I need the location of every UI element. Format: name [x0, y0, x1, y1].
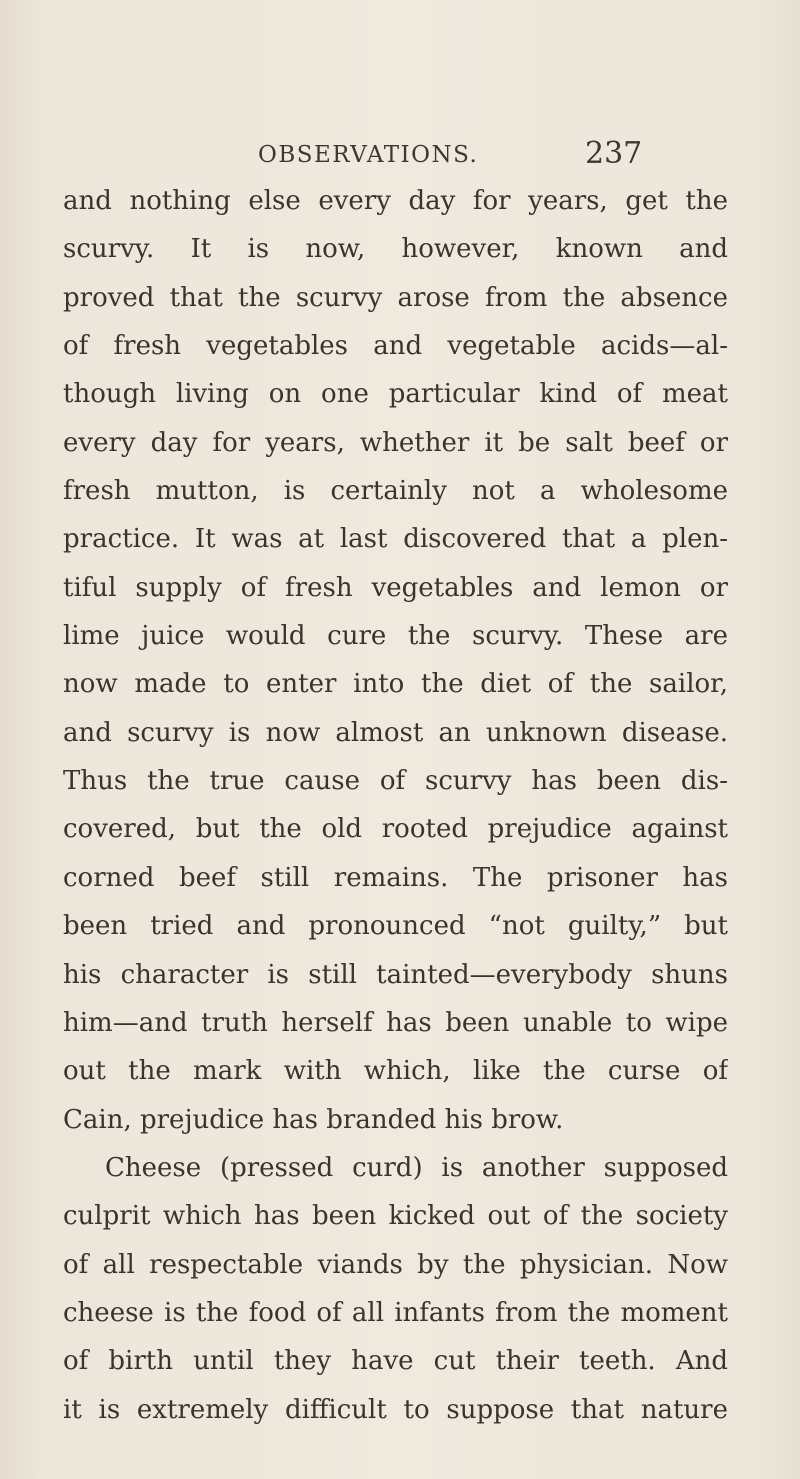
text-line: tiful supply of fresh vegetables and lemon or	[63, 572, 728, 603]
text-line: Cheese (pressed curd) is another supposed	[105, 1152, 728, 1183]
text-line: his character is still tainted—everybody shuns	[63, 959, 728, 990]
page-number: 237	[585, 136, 643, 171]
text-line: covered, but the old rooted prejudice against	[63, 814, 728, 845]
text-line: cheese is the food of all infants from the moment	[63, 1297, 728, 1328]
text-line: proved that the scurvy arose from the absence	[63, 282, 728, 313]
text-line: lime juice would cure the scurvy. These are	[63, 621, 728, 652]
text-line: of birth until they have cut their teeth. And	[63, 1346, 728, 1377]
text-line: fresh mutton, is certainly not a wholesome	[63, 476, 728, 507]
text-line: and nothing else every day for years, get the	[63, 186, 728, 216]
text-line: him—and truth herself has been unable to wipe	[63, 1007, 728, 1038]
text-line: of fresh vegetables and vegetable acids—al-	[63, 331, 728, 362]
text-line: though living on one particular kind of meat	[63, 379, 728, 410]
text-line: now made to enter into the diet of the sailor,	[63, 669, 728, 700]
text-line: corned beef still remains. The prisoner has	[63, 862, 728, 893]
text-line: Cain, prejudice has branded his brow.	[63, 1104, 564, 1135]
text-line: out the mark with which, like the curse of	[63, 1056, 728, 1087]
running-head	[0, 136, 800, 182]
text-line: practice. It was at last discovered that a plen-	[63, 524, 728, 555]
running-head-title: OBSERVATIONS.	[258, 142, 479, 168]
text-line: culprit which has been kicked out of the society	[63, 1201, 728, 1232]
text-line: it is extremely difficult to suppose that nature	[63, 1394, 728, 1425]
body-text	[63, 177, 728, 1434]
text-line: of all respectable viands by the physician. Now	[63, 1249, 728, 1280]
text-line: scurvy. It is now, however, known and	[63, 234, 728, 265]
text-line: Thus the true cause of scurvy has been dis-	[63, 766, 728, 797]
text-line: every day for years, whether it be salt beef or	[63, 427, 728, 458]
text-line: and scurvy is now almost an unknown disease.	[63, 717, 728, 748]
text-line: been tried and pronounced “not guilty,” but	[63, 911, 728, 942]
